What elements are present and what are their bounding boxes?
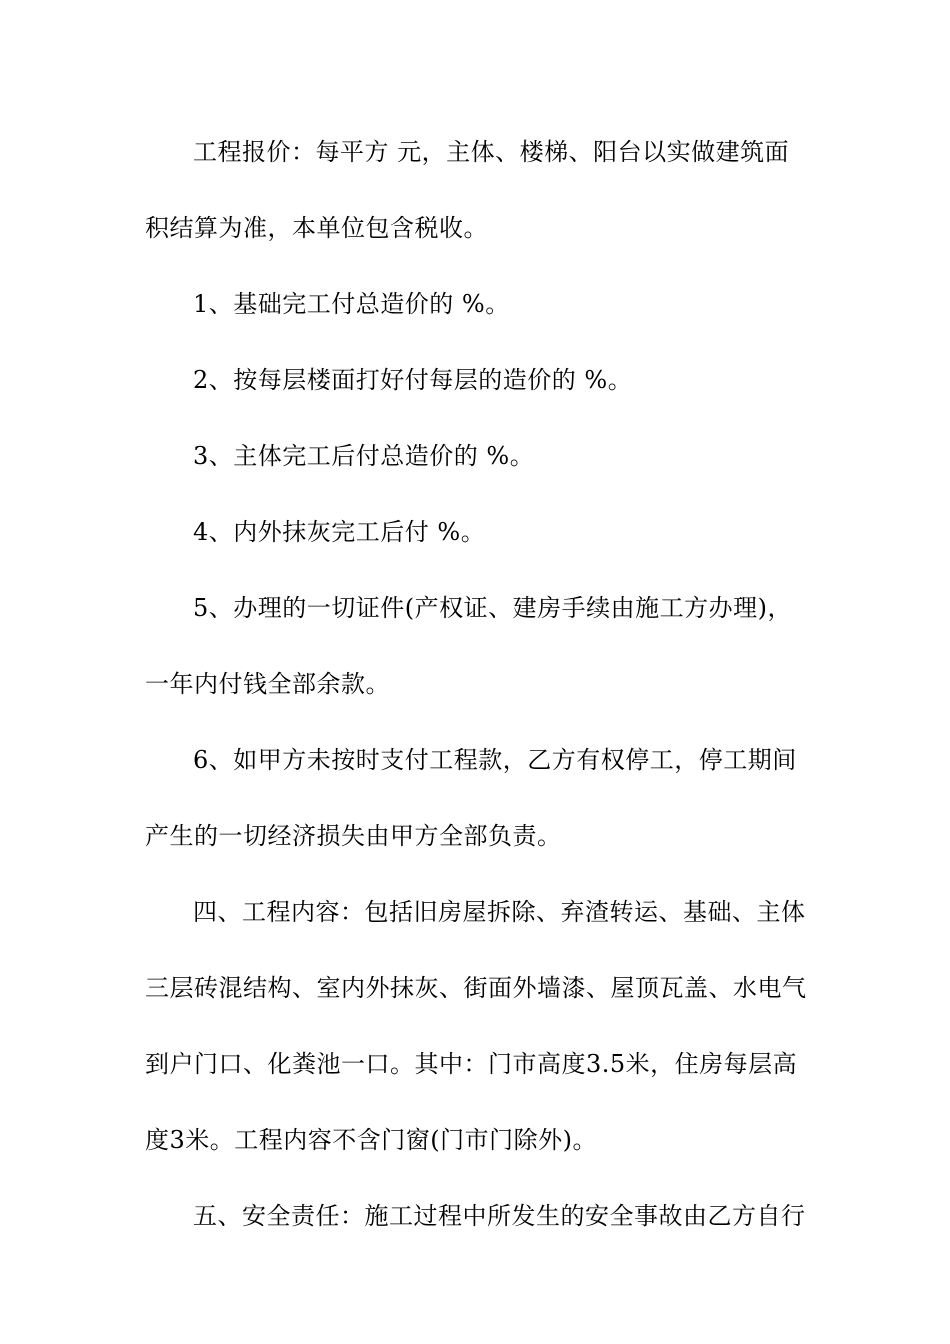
- paragraph-payment-4: 4、内外抹灰完工后付 %。: [193, 518, 486, 546]
- paragraph-quote: 工程报价：每平方 元，主体、楼梯、阳台以实做建筑面积结算为准，本单位包含税收。: [145, 138, 790, 242]
- paragraph-payment-6: 6、如甲方未按时支付工程款，乙方有权停工，停工期间产生的一切经济损失由甲方全部负责。: [145, 746, 797, 850]
- paragraph-payment-1: 1、基础完工付总造价的 %。: [193, 290, 510, 318]
- paragraph-payment-5: 5、办理的一切证件(产权证、建房手续由施工方办理)，一年内付钱全部余款。: [145, 594, 792, 698]
- paragraph-payment-3: 3、主体完工后付总造价的 %。: [193, 442, 535, 470]
- paragraph-payment-2: 2、按每层楼面打好付每层的造价的 %。: [193, 366, 633, 394]
- paragraph-work-content: 四、工程内容：包括旧房屋拆除、弃渣转运、基础、主体三层砖混结构、室内外抹灰、街面外墙漆、屋顶瓦盖、水电气到户门口、化粪池一口。其中：门市高度3.5米，住房每层高度3米。工程内容不含门窗(门市门除外)。: [145, 898, 807, 1154]
- paragraph-safety: 五、安全责任：施工过程中所发生的安全事故由乙方自行: [193, 1202, 806, 1230]
